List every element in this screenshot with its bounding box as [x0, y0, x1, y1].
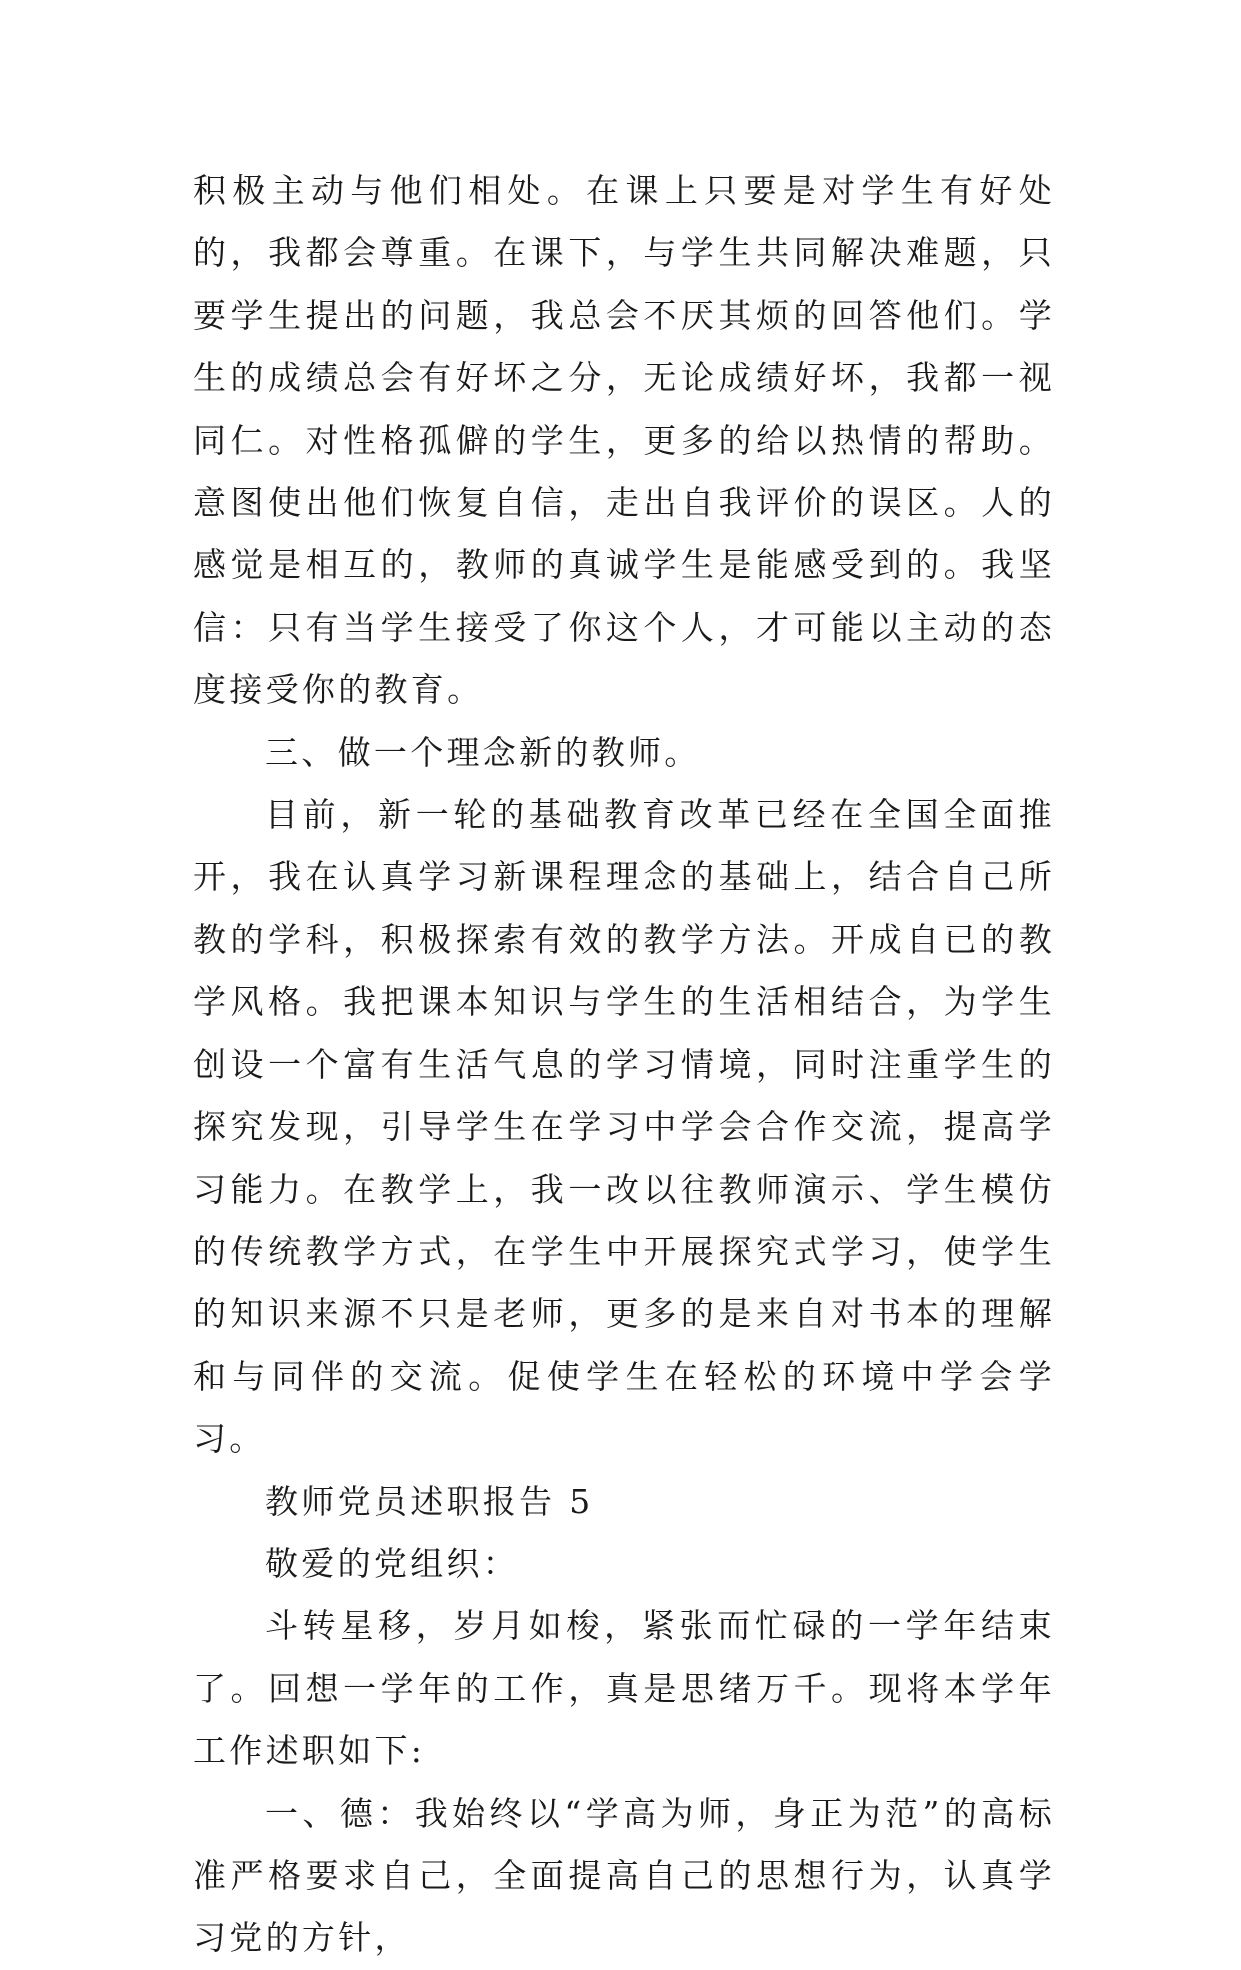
- section-heading-3: 三、做一个理念新的教师。: [265, 732, 701, 772]
- salutation: 敬爱的党组织：: [265, 1543, 520, 1583]
- paragraph-4: 一、德：我始终以“学高为师，身正为范”的高标准严格要求自己，全面提高自己的思想行为，认真学习党的方针，: [193, 1793, 1055, 1958]
- paragraph-1: 积极主动与他们相处。在课上只要是对学生有好处的，我都会尊重。在课下，与学生共同解决难题，只要学生提出的问题，我总会不厌其烦的回答他们。学生的成绩总会有好坏之分，无论成绩好坏，我都一视同仁。对性格孤僻的学生，更多的给以热情的帮助。意图使出他们恢复自信，走出自我评价的误区。人的感觉是相互的，教师的真诚学生是能感受到的。我坚信：只有当学生接受了你这个人，才可能以主动的态度接受你的教育。: [193, 171, 1055, 710]
- report-title: 教师党员述职报告 5: [265, 1481, 594, 1521]
- paragraph-2: 目前，新一轮的基础教育改革已经在全国全面推开，我在认真学习新课程理念的基础上，结合自己所教的学科，积极探索有效的教学方法。开成自已的教学风格。我把课本知识与学生的生活相结合，为学生创设一个富有生活气息的学习情境，同时注重学生的探究发现，引导学生在学习中学会合作交流，提高学习能力。在教学上，我一改以往教师演示、学生模仿的传统教学方式，在学生中开展探究式学习，使学生的知识来源不只是老师，更多的是来自对书本的理解和与同伴的交流。促使学生在轻松的环境中学会学习。: [193, 795, 1055, 1459]
- document-body: [193, 160, 1055, 1970]
- paragraph-3: 斗转星移，岁月如梭，紧张而忙碌的一学年结束了。回想一学年的工作，真是思绪万千。现将本学年工作述职如下:: [193, 1606, 1055, 1771]
